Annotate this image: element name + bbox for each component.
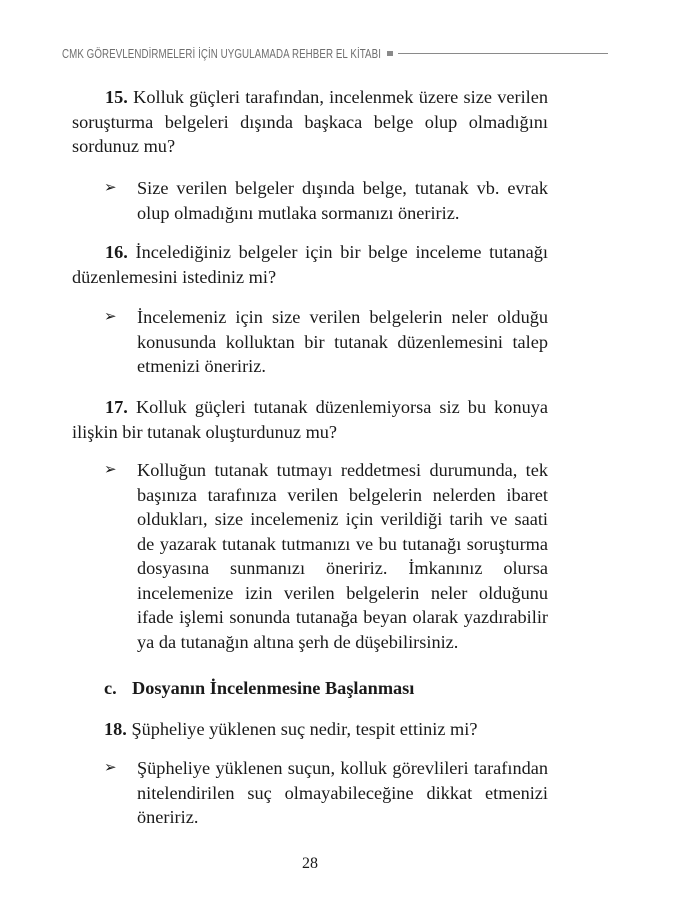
question-text: Şüpheliye yüklenen suç nedir, tespit ettiniz mi? bbox=[131, 719, 478, 739]
recommendation-text: Şüpheliye yüklenen suçun, kolluk görevlileri tarafından nitelendirilen suç olmayabileceğine dikkat etmenizi öneririz. bbox=[137, 758, 548, 827]
page-number: 28 bbox=[302, 855, 318, 872]
recommendation-text: İncelemeniz için size verilen belgelerin neler olduğu konusunda kolluktan bir tutanak düzenlemesini talep etmenizi öneririz. bbox=[137, 307, 548, 376]
section-letter: c. bbox=[104, 678, 117, 698]
question-number: 17. bbox=[105, 397, 128, 417]
recommendation-17 bbox=[104, 458, 548, 654]
recommendation-15 bbox=[104, 176, 548, 225]
question-18 bbox=[104, 717, 548, 742]
arrow-right-icon: ➢ bbox=[104, 760, 117, 776]
recommendation-text: Kolluğun tutanak tutmayı reddetmesi durumunda, tek başınıza tarafınıza verilen belgelerin nelerden ibaret oldukları, size incelemeniz için verildiği tarih ve saati de yazarak tutanak tutmanızı ve bu tutanağı soruşturma dosyasına sunmanızı öneririz. İmkanınız olursa incelemenize izin verilen belgelerin neler olduğunu ifade işlemi sonunda tutanağa beyan olarak yazdırabilir ya da tutanağın altına şerh de düşebilirsiniz. bbox=[137, 460, 548, 652]
question-number: 18. bbox=[104, 719, 127, 739]
recommendation-18 bbox=[104, 756, 548, 830]
section-heading bbox=[104, 676, 414, 700]
question-number: 16. bbox=[105, 242, 128, 262]
arrow-right-icon: ➢ bbox=[104, 309, 117, 325]
section-title: Dosyanın İncelenmesine Başlanması bbox=[132, 678, 415, 698]
header-square-ornament bbox=[387, 51, 393, 56]
header-rule bbox=[398, 53, 608, 54]
arrow-right-icon: ➢ bbox=[104, 180, 117, 196]
running-header bbox=[62, 44, 548, 64]
question-16 bbox=[72, 240, 548, 289]
question-text: İncelediğiniz belgeler için bir belge inceleme tutanağı düzenlemesini istediniz mi? bbox=[72, 242, 548, 287]
question-text: Kolluk güçleri tarafından, incelenmek üzere size verilen soruşturma belgeleri dışında başkaca belge olup olmadığını sordunuz mu? bbox=[72, 87, 548, 156]
recommendation-text: Size verilen belgeler dışında belge, tutanak vb. evrak olup olmadığını mutlaka sormanızı öneririz. bbox=[137, 178, 548, 223]
arrow-right-icon: ➢ bbox=[104, 462, 117, 478]
question-number: 15. bbox=[105, 87, 128, 107]
question-text: Kolluk güçleri tutanak düzenlemiyorsa siz bu konuya ilişkin bir tutanak oluşturdunuz mu? bbox=[72, 397, 548, 442]
question-17 bbox=[72, 395, 548, 444]
question-15 bbox=[72, 85, 548, 159]
running-title: CMK GÖREVLENDİRMELERİ İÇİN UYGULAMADA REHBER EL KİTABI bbox=[62, 47, 381, 61]
recommendation-16 bbox=[104, 305, 548, 379]
